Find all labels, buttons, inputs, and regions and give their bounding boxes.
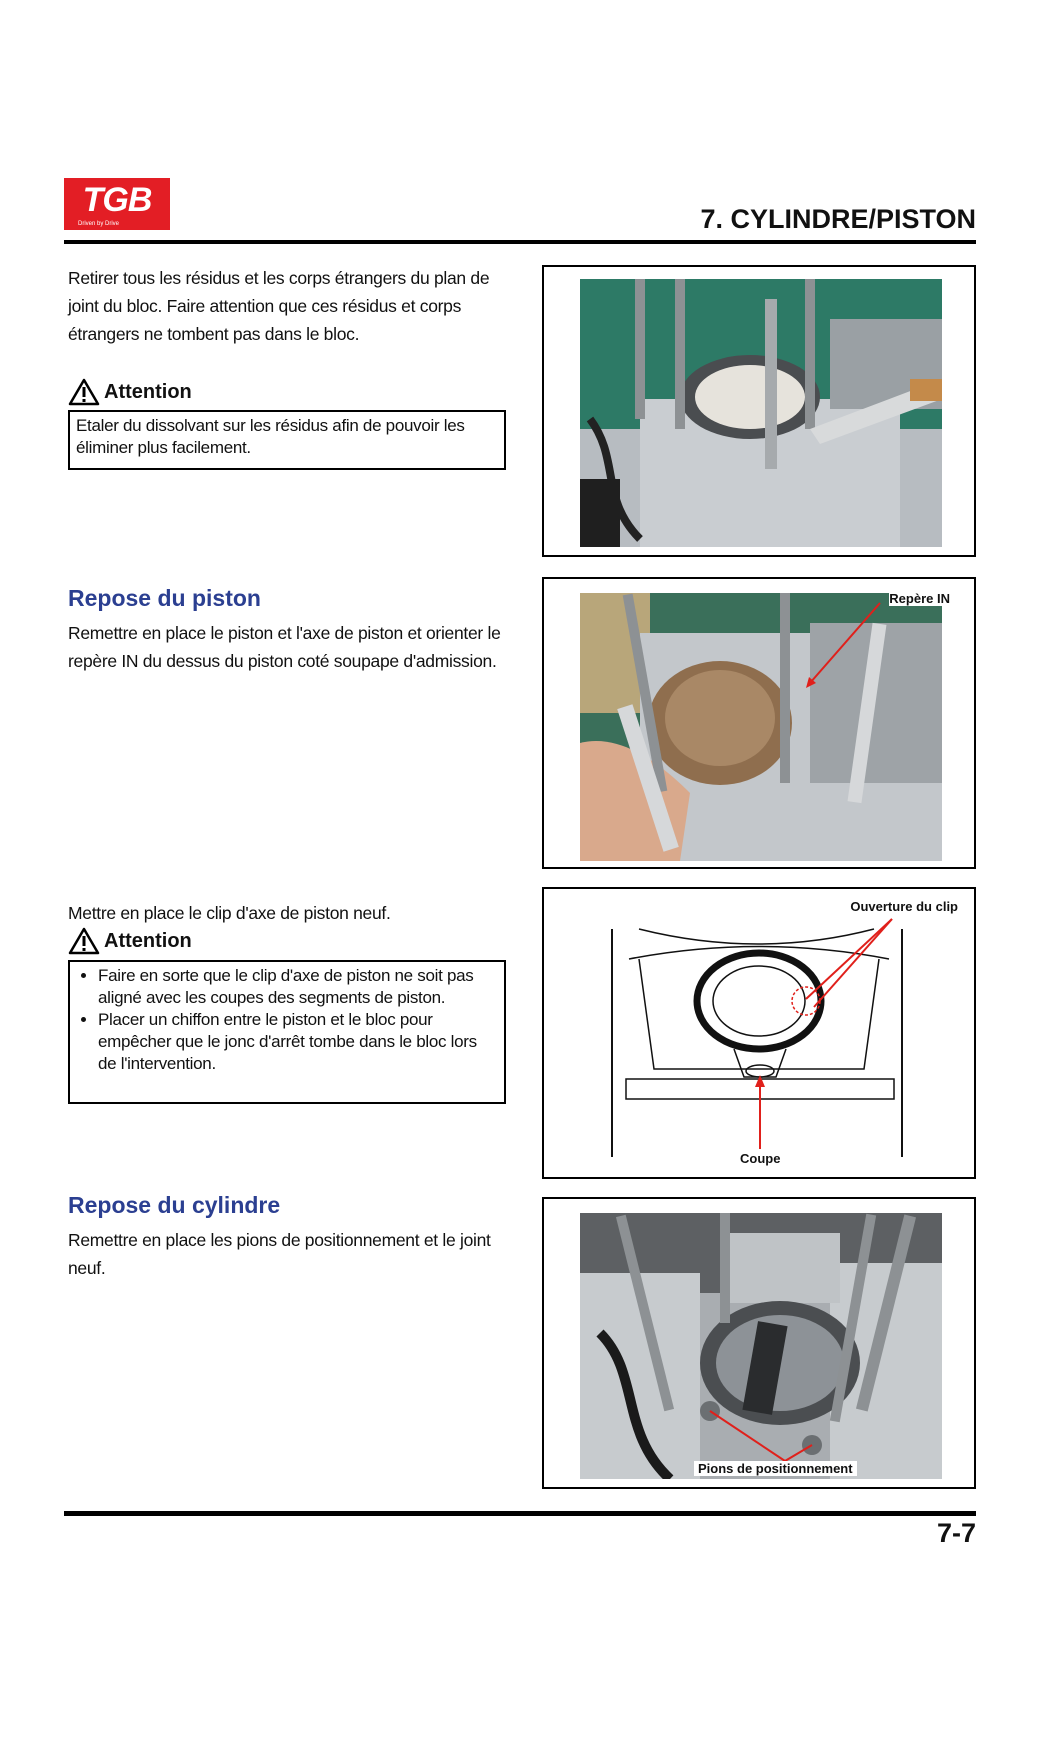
section4-text: Remettre en place les pions de positionnement et le joint neuf. (68, 1230, 491, 1278)
logo-text: TGB (82, 181, 152, 219)
attention-list (76, 965, 498, 1075)
section1-text: Retirer tous les résidus et les corps étrangers du plan de joint du bloc. Faire attention que ces résidus et corps étrangers ne tombent pas dans le bloc. (68, 268, 490, 344)
diagram-piston-clip (544, 889, 974, 1177)
photo-cylinder-dowels (580, 1213, 942, 1479)
section3-text: Mettre en place le clip d'axe de piston neuf. (68, 903, 391, 923)
page-number: 7-7 (936, 1518, 976, 1548)
attention-label-1: Attention (104, 380, 192, 403)
callout-repere-in: Repère IN (889, 591, 950, 606)
callout-pions-positionnement: Pions de positionnement (694, 1461, 857, 1476)
attention-item: • Placer un chiffon entre le piston et le bloc pour empêcher que le jonc d'arrêt tombe dans le bloc lors de l'intervention. (98, 1009, 498, 1075)
figure-cylinder-cleaning (542, 265, 976, 557)
attention-heading-1 (68, 378, 192, 406)
tgb-logo (64, 178, 170, 230)
warning-triangle-icon (68, 378, 100, 406)
figure-cylinder-dowels (542, 1197, 976, 1489)
attention-heading-2 (68, 927, 192, 955)
attention-box-1: Etaler du dissolvant sur les résidus afin de pouvoir les éliminer plus facilement. (68, 410, 506, 470)
photo-cylinder-cleaning (580, 279, 942, 547)
chapter-title: 7. CYLINDRE/PISTON (700, 204, 976, 234)
heading-repose-piston: Repose du piston (68, 585, 261, 611)
figure-piston-install (542, 577, 976, 869)
logo-tagline: Driven by Drive (78, 221, 120, 227)
heading-repose-cylindre: Repose du cylindre (68, 1192, 281, 1218)
warning-triangle-icon (68, 927, 100, 955)
header-rule (64, 240, 976, 244)
photo-piston-install (580, 593, 942, 861)
callout-coupe: Coupe (740, 1151, 781, 1166)
attention-label-2: Attention (104, 929, 192, 952)
section2-text: Remettre en place le piston et l'axe de piston et orienter le repère IN du dessus du piston coté soupape d'admission. (68, 623, 501, 671)
footer-rule (64, 1511, 976, 1516)
attention-item: • Faire en sorte que le clip d'axe de piston ne soit pas aligné avec les coupes des segments de piston. (98, 965, 498, 1009)
figure-clip-diagram (542, 887, 976, 1179)
callout-ouverture-clip: Ouverture du clip (850, 899, 958, 914)
attention-box-2 (68, 960, 506, 1104)
